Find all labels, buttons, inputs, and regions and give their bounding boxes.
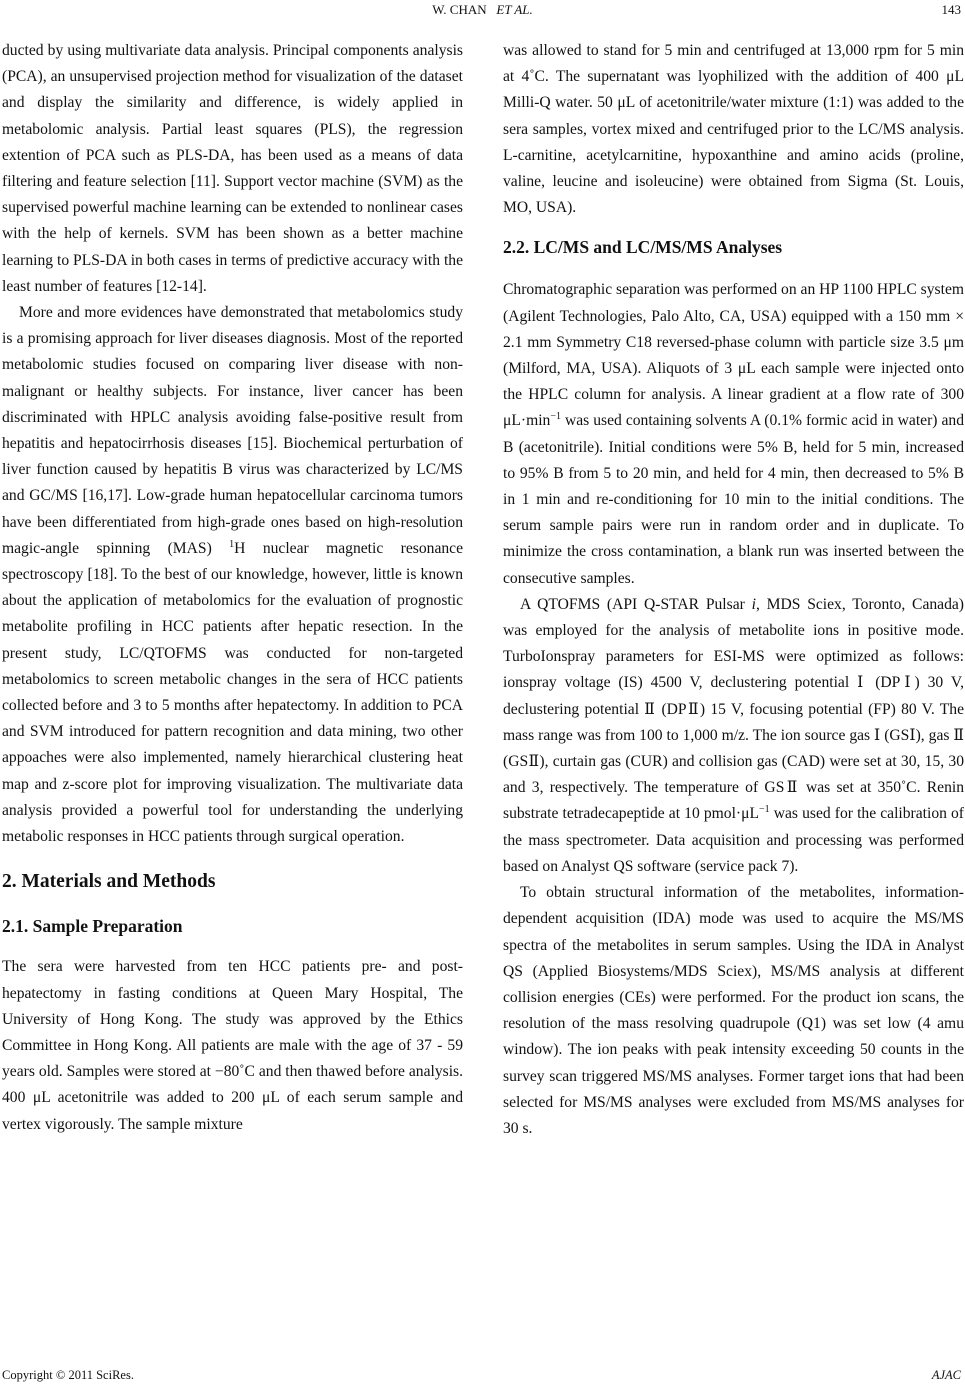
paragraph-text: was used for the calibration of the mass spectrometer. Data acquisition and processing was performed based on Analyst QS software (service pack 7). (503, 805, 965, 875)
section-title-materials-methods: 2. Materials and Methods (2, 871, 216, 893)
et-al: ET AL. (496, 2, 533, 17)
sample-preparation-paragraph-continued: was allowed to stand for 5 min and centrifuged at 13,000 rpm for 5 min at 4˚C. The supernatant was lyophilized with the addition of 400 μL Milli-Q water. 50 μL of acetonitrile/water mixture (1:1) was added to the sera samples, vortex mixed and centrifuged prior to the LC/MS analysis. L-carnitine, acetylcarnitine, hypoxanthine and amino acids (proline, valine, leucine and isoleucine) were obtained from Sigma (St. Louis, MO, USA). (503, 42, 964, 217)
author-name: W. CHAN (432, 2, 487, 17)
paragraph-text: was used containing solvents A (0.1% formic acid in water) and B (acetonitrile). Initial conditions were 5% B, held for 5 min, increased to 95% B from 5 to 20 min, and held for 4 min, then decreased to 5% B in 1 min and re-conditioning for 10 min to the initial conditions. The serum sample pairs were run in random order and in duplicate. To minimize the cross contamination, a blank run was inserted between the consecutive samples. (503, 412, 964, 587)
qtofms-paragraph (503, 592, 964, 880)
chromatography-paragraph (503, 277, 964, 591)
subsection-title-lcms: 2.2. LC/MS and LC/MS/MS Analyses (503, 237, 783, 258)
paragraph-text: A QTOFMS (API Q-STAR Pulsar (520, 595, 752, 613)
superscript-1: 1 (229, 538, 235, 550)
subsection-title-sample-preparation: 2.1. Sample Preparation (2, 916, 183, 937)
journal-abbreviation: AJAC (931, 1368, 961, 1382)
running-header-authors (0, 0, 965, 20)
intro-paragraph-continued: ducted by using multivariate data analysis. Principal components analysis (PCA), an unsupervised projection method for visualization of the dataset and display the similarity and difference, is widely applied in metabolomic analysis. Partial least squares (PLS), the regression extention of PCA such as PLS-DA, has been used as a means of data filtering and feature selection [11]. Support vector machine (SVM) as the supervised powerful machine learning can be extended to nonlinear cases with the help of kernels. SVM has been shown as a better machine learning to PLS-DA in both cases in terms of predictive accuracy with the least number of features [12-14]. (2, 42, 463, 295)
paragraph-text: Chromatographic separation was performed on an HP 1100 HPLC system (Agilent Technologies, Palo Alto, CA, USA) equipped with a 150 mm × 2.1 mm Symmetry C18 reversed-phase column with particle size 3.5 μm (Milford, MA, USA). Aliquots of 3 μL each sample were injected onto the HPLC column for analysis. A linear gradient at a flow rate of 300 μL·min (503, 281, 964, 430)
italic-i: i (751, 595, 756, 613)
page-footer (0, 1366, 965, 1384)
right-column (503, 38, 964, 1142)
ida-paragraph: To obtain structural information of the metabolites, information-dependent acquisition (IDA) mode was used to acquire the MS/MS spectra of the metabolites in serum samples. Using the IDA in Analyst QS (Applied Biosystems/MDS Sciex), MS/MS analysis at different collision energies (CEs) were performed. For the product ion scans, the resolution of the mass resolving quadrupole (Q1) was set low (4 amu window). The ion peaks with peak intensity exceeding 50 counts in the survey scan triggered MS/MS analyses. Former target ions that had been selected for MS/MS analyses were excluded from MS/MS analyses for 30 s. (503, 884, 964, 1137)
superscript-minus-1: −1 (759, 804, 770, 816)
sample-preparation-paragraph: The sera were harvested from ten HCC patients pre- and post-hepatectomy in fasting conditions at Queen Mary Hospital, The University of Hong Kong. The study was approved by the Ethics Committee in Hong Kong. All patients are male with the age of 37 - 59 years old. Samples were stored at −80˚C and then thawed before analysis. 400 μL acetonitrile was added to 200 μL of each serum sample and vertex vigorously. The sample mixture (2, 958, 463, 1133)
paragraph-text: H nuclear magnetic resonance spectroscopy [18]. To the best of our knowledge, however, little is known about the application of metabolomics for the evaluation of prognostic metabolite profiling in HCC patients after hepatic resection. In the present study, LC/QTOFMS was conducted for non-targeted metabolomics to screen metabolic changes in the sera of HCC patients collected before and 3 to 5 months after hepatectomy. In addition to PCA and SVM introduced for pattern recognition and data mining, two other appoaches were also implemented, namely hierarchical clustering heat map and z-score plot for improving visualization. The multivariate data analysis provided a powerful tool for understanding the underlying metabolic responses in HCC patients through surgical operation. (2, 539, 463, 846)
page-number: 143 (941, 2, 961, 17)
superscript-minus-1: −1 (550, 411, 561, 423)
copyright-notice: Copyright © 2011 SciRes. (2, 1368, 134, 1382)
paragraph-text: , MDS Sciex, Toronto, Canada) was employed for the analysis of metabolite ions in positive mode. TurboIonspray parameters for ESI-MS were optimized as follows: ionspray voltage (IS) 4500 V, declustering potential Ⅰ (DPⅠ) 30 V, declustering potential Ⅱ (DPⅡ) 15 V, focusing potential (FP) 80 V. The mass range was from 100 to 1,000 m/z. The ion source gas Ⅰ (GSⅠ), gas Ⅱ (GSⅡ), curtain gas (CUR) and collision gas (CAD) were set at 30, 15, 30 and 3, respectively. The temperature of GSⅡ was set at 350˚C. Renin substrate tetradecapeptide at 10 pmol·μL (503, 595, 964, 823)
running-header (0, 0, 965, 20)
paragraph-text: More and more evidences have demonstrated that metabolomics study is a promising approach for liver diseases diagnosis. Most of the reported metabolomic studies focused on comparing liver disease with non-malignant or healthy subjects. For instance, liver cancer has been discriminated with HPLC analysis avoiding false-positive result from hepatitis and hepatocirrhosis diseases [15]. Biochemical perturbation of liver function caused by hepatitis B virus was characterized by LC/MS and GC/MS [16,17]. Low-grade human hepatocellular carcinoma tumors have been differentiated from high-grade ones based on high-resolution magic-angle spinning (MAS) (2, 304, 463, 557)
left-column (2, 38, 463, 1138)
intro-paragraph-liver-disease (2, 300, 463, 850)
